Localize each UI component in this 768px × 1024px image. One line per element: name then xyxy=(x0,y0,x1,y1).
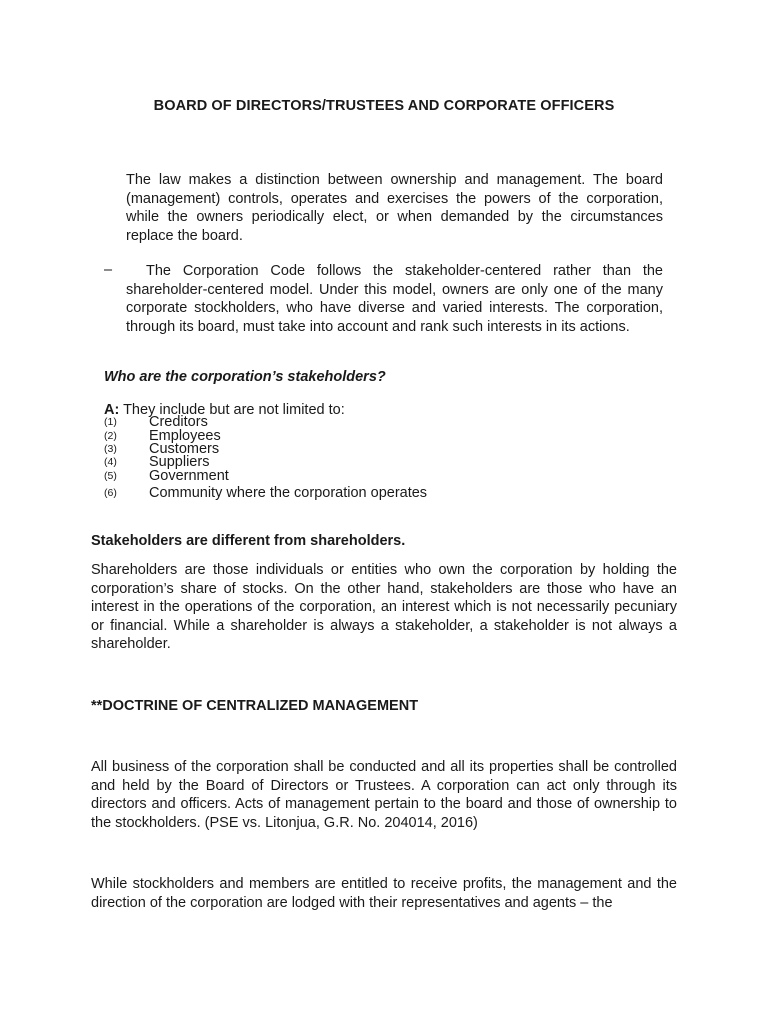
list-item xyxy=(104,468,229,484)
list-number: (5) xyxy=(104,470,117,482)
list-number: (6) xyxy=(104,487,117,499)
list-label: Suppliers xyxy=(149,454,210,470)
list-item xyxy=(104,485,427,501)
answer-label: A: xyxy=(104,402,120,418)
list-label: Creditors xyxy=(149,414,208,430)
list-label: Employees xyxy=(149,428,221,444)
list-number: (1) xyxy=(104,416,117,428)
question-heading: Who are the corporation’s stakeholders? xyxy=(104,369,386,385)
shareholders-paragraph: Shareholders are those individuals or entities who own the corporation by holding the corporation’s share of stocks. On the other hand, stakeholders are those who have an interest in the operations of the corporation, an interest which is not necessarily pecuniary or financial. While a shareholder is always a stakeholder, a stakeholder is not always a shareholder. xyxy=(91,562,677,652)
list-label: Customers xyxy=(149,441,220,457)
list-label: Government xyxy=(149,468,229,484)
answer-text: They include but are not limited to: xyxy=(119,402,345,418)
section-heading-stakeholders: Stakeholders are different from shareholders. xyxy=(91,533,406,549)
doctrine-paragraph: All business of the corporation shall be conducted and all its properties shall be controlled and held by the Board of Directors or Trustees. A corporation can act only through its directors and officers. Acts of management pertain to the board and those of ownership to the stockholders. (PSE vs. Litonjua, G.R. No. 204014, 2016) xyxy=(91,759,677,831)
list-label: Community where the corporation operates xyxy=(149,485,428,501)
profits-paragraph: While stockholders and members are entitled to receive profits, the management and the direction of the corporation are lodged with their representatives and agents – the xyxy=(91,876,677,911)
stakeholder-model-paragraph: The Corporation Code follows the stakeholder-centered rather than the shareholder-centered model. Under this model, owners are only one of the many corporate stockholders, who have diverse and varied interests. The corporation, through its board, must take into account and rank such interests in its actions. xyxy=(126,263,663,335)
intro-paragraph: The law makes a distinction between ownership and management. The board (management) controls, operates and exercises the powers of the corporation, while the owners periodically elect, or when demanded by the circumstances replace the board. xyxy=(126,172,663,244)
document-title: BOARD OF DIRECTORS/TRUSTEES AND CORPORATE OFFICERS xyxy=(153,98,615,114)
list-number: (2) xyxy=(104,430,117,442)
list-number: (3) xyxy=(104,443,117,455)
bullet-dash: – xyxy=(104,262,113,278)
list-number: (4) xyxy=(104,456,117,468)
section-heading-doctrine: **DOCTRINE OF CENTRALIZED MANAGEMENT xyxy=(91,698,419,714)
